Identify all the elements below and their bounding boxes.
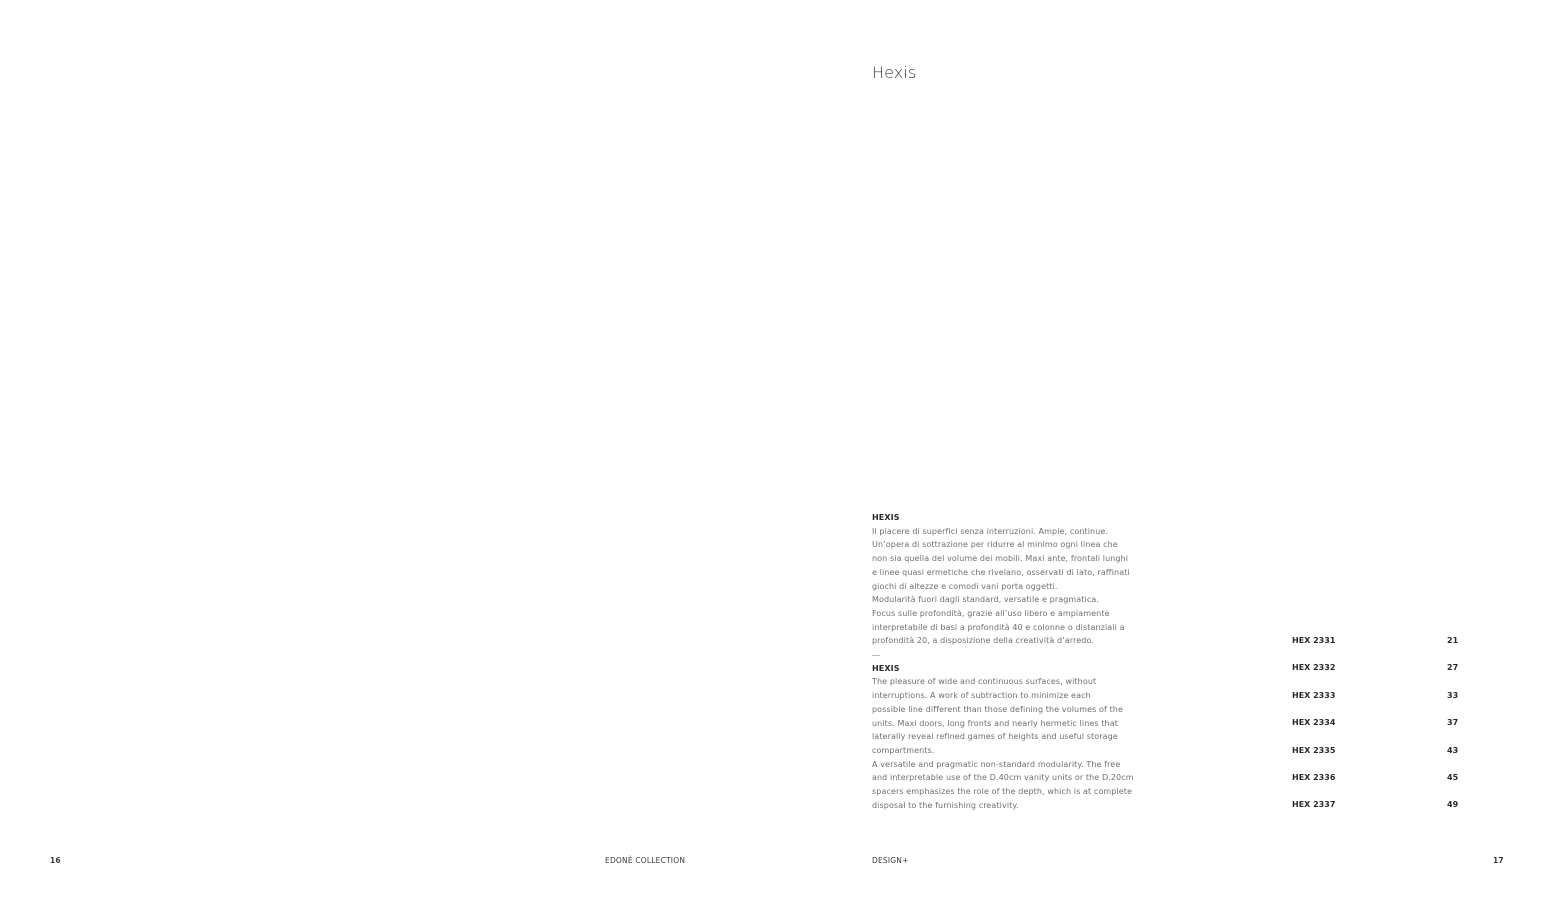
italian-line: e linee quasi ermetiche che rivelano, osservati di lato, raffinati bbox=[872, 567, 1130, 577]
model-page-number: 45 bbox=[1447, 772, 1459, 782]
page-title: Hexis bbox=[872, 63, 917, 82]
model-page-number: 21 bbox=[1447, 636, 1459, 645]
index-entry[interactable] bbox=[1292, 689, 1467, 703]
italian-line: interpretabile di basi a profondità 40 e colonne o distanziali a bbox=[872, 622, 1125, 632]
italian-line: Modularità fuori dagli standard, versatile e pragmatica. bbox=[872, 595, 1099, 605]
model-page-number: 49 bbox=[1447, 800, 1459, 810]
english-heading: HEXIS bbox=[872, 663, 900, 673]
english-line: interruptions. A work of subtraction to minimize each bbox=[872, 691, 1091, 701]
italian-line: Focus sulle profondità, grazie all’uso libero e ampiamente bbox=[872, 608, 1110, 618]
left-page-number: 16 bbox=[50, 856, 61, 865]
english-line: The pleasure of wide and continuous surfaces, without bbox=[872, 677, 1097, 687]
model-code: HEX 2332 bbox=[1292, 663, 1336, 673]
english-line: spacers emphasizes the role of the depth, which is at complete bbox=[872, 787, 1133, 797]
english-line: units. Maxi doors, long fronts and nearly hermetic lines that bbox=[872, 718, 1118, 728]
italian-line: Il piacere di superfici senza interruzioni. Ampie, continue. bbox=[872, 526, 1109, 536]
model-index bbox=[1292, 634, 1467, 826]
model-code: HEX 2337 bbox=[1292, 800, 1336, 810]
model-page-number: 43 bbox=[1447, 745, 1459, 755]
model-code: HEX 2331 bbox=[1292, 636, 1336, 645]
model-code: HEX 2334 bbox=[1292, 718, 1336, 728]
italian-line: profondità 20, a disposizione della creatività d’arredo. bbox=[872, 636, 1094, 646]
english-line: compartments. bbox=[872, 745, 935, 755]
italian-line: Un’opera di sottrazione per ridurre al minimo ogni linea che bbox=[872, 540, 1118, 550]
description-column bbox=[872, 511, 1142, 812]
italian-line: giochi di altezze e comodi vani porta oggetti. bbox=[872, 581, 1058, 591]
model-page-number: 37 bbox=[1447, 718, 1459, 728]
index-entry[interactable] bbox=[1292, 661, 1467, 675]
italian-line: non sia quella del volume dei mobili. Maxi ante, frontali lunghi bbox=[872, 554, 1129, 564]
model-code: HEX 2336 bbox=[1292, 772, 1336, 782]
english-line: laterally reveal refined games of heights and useful storage bbox=[872, 732, 1118, 742]
italian-heading: HEXIS bbox=[872, 513, 900, 522]
index-entry[interactable] bbox=[1292, 716, 1467, 730]
index-entry[interactable] bbox=[1292, 744, 1467, 758]
index-entry[interactable] bbox=[1292, 771, 1467, 785]
english-line: possible line different than those defining the volumes of the bbox=[872, 704, 1124, 714]
model-code: HEX 2335 bbox=[1292, 745, 1336, 755]
model-page-number: 33 bbox=[1447, 690, 1459, 700]
english-line: A versatile and pragmatic non-standard modularity. The free bbox=[872, 759, 1121, 769]
index-entry[interactable] bbox=[1292, 634, 1467, 648]
model-page-number: 27 bbox=[1447, 663, 1459, 673]
english-line: and interpretable use of the D.40cm vanity units or the D.20cm bbox=[872, 773, 1134, 783]
right-running-title: DESIGN+ bbox=[872, 856, 909, 865]
index-entry[interactable] bbox=[1292, 798, 1467, 812]
model-code: HEX 2333 bbox=[1292, 690, 1336, 700]
right-page-number: 17 bbox=[1493, 856, 1504, 865]
english-line: disposal to the furnishing creativity. bbox=[872, 800, 1019, 810]
left-running-title: EDONÈ COLLECTION bbox=[605, 856, 686, 865]
section-divider bbox=[872, 648, 1142, 662]
